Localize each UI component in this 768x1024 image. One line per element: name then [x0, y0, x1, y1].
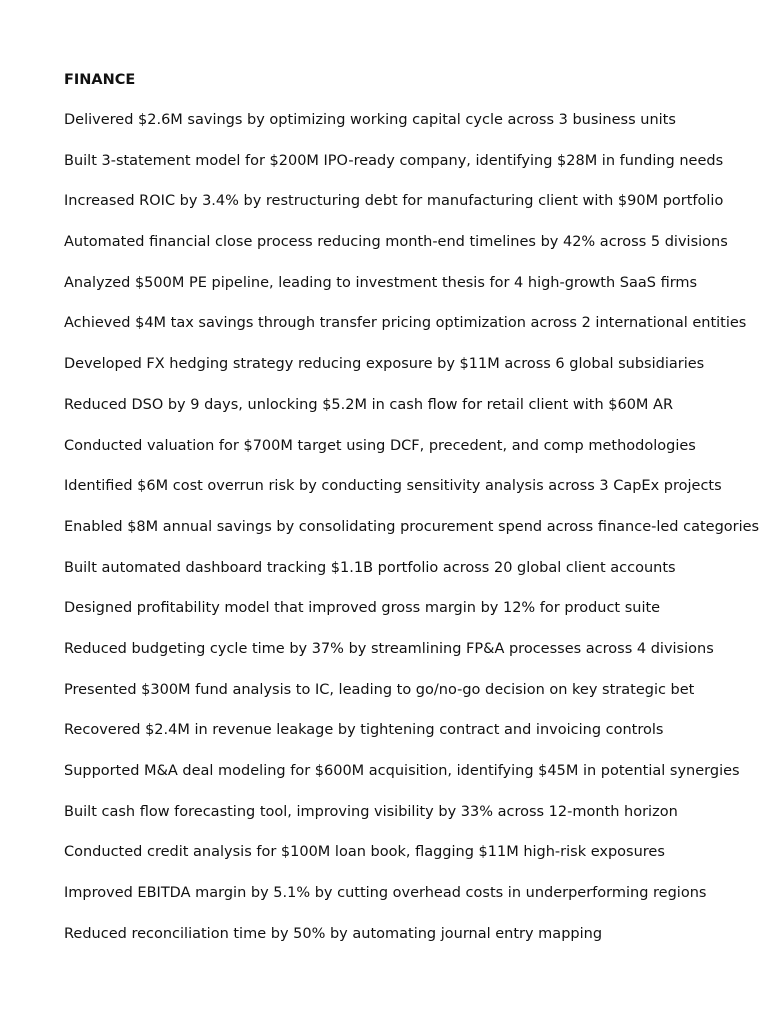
bullet-item: Designed profitability model that improved gross margin by 12% for product suite	[64, 600, 661, 617]
finance-bullet-list	[64, 110, 759, 964]
bullet-item: Reduced DSO by 9 days, unlocking $5.2M in cash flow for retail client with $60M AR	[64, 396, 674, 413]
bullet-item: Increased ROIC by 3.4% by restructuring debt for manufacturing client with $90M portfolio	[64, 193, 724, 210]
bullet-item: Conducted valuation for $700M target using DCF, precedent, and comp methodologies	[64, 437, 696, 454]
bullet-item: Identified $6M cost overrun risk by conducting sensitivity analysis across 3 CapEx projects	[64, 478, 722, 495]
bullet-item: Delivered $2.6M savings by optimizing working capital cycle across 3 business units	[64, 112, 676, 128]
bullet-item: Reduced reconciliation time by 50% by automating journal entry mapping	[64, 925, 603, 942]
bullet-item: Developed FX hedging strategy reducing exposure by $11M across 6 global subsidiaries	[64, 356, 705, 373]
bullet-item: Conducted credit analysis for $100M loan book, flagging $11M high-risk exposures	[64, 844, 665, 861]
section-heading: FINANCE	[64, 72, 136, 88]
bullet-item: Built 3-statement model for $200M IPO-ready company, identifying $28M in funding needs	[64, 152, 724, 169]
bullet-item: Analyzed $500M PE pipeline, leading to investment thesis for 4 high-growth SaaS firms	[64, 274, 698, 291]
bullet-item: Automated financial close process reducing month-end timelines by 42% across 5 divisions	[64, 234, 728, 251]
bullet-item: Built automated dashboard tracking $1.1B portfolio across 20 global client accounts	[64, 559, 676, 576]
bullet-item: Supported M&A deal modeling for $600M acquisition, identifying $45M in potential synergies	[64, 763, 740, 779]
bullet-item: Improved EBITDA margin by 5.1% by cutting overhead costs in underperforming regions	[64, 885, 707, 902]
bullet-item: Enabled $8M annual savings by consolidating procurement spend across finance-led categories	[64, 518, 760, 535]
bullet-item: Reduced budgeting cycle time by 37% by streamlining FP&A processes across 4 divisions	[64, 640, 714, 657]
bullet-item: Achieved $4M tax savings through transfer pricing optimization across 2 international entities	[64, 315, 747, 332]
bullet-item: Recovered $2.4M in revenue leakage by tightening contract and invoicing controls	[64, 722, 664, 739]
bullet-item: Built cash flow forecasting tool, improving visibility by 33% across 12-month horizon	[64, 803, 678, 820]
bullet-item: Presented $300M fund analysis to IC, leading to go/no-go decision on key strategic bet	[64, 681, 695, 698]
